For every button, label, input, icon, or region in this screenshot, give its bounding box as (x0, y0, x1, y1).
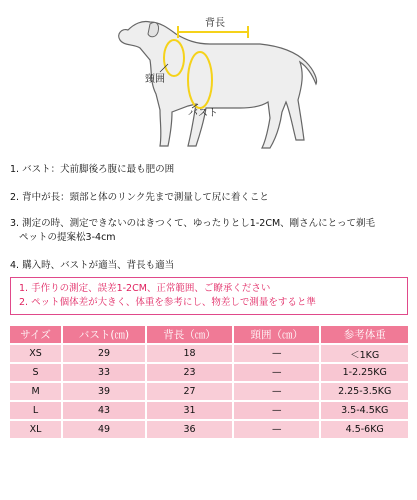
cell-weight: 4.5-6KG (321, 421, 408, 438)
table-row (10, 383, 408, 400)
cell-neck: — (234, 345, 319, 362)
cell-bust: 29 (63, 345, 145, 362)
cell-size: M (10, 383, 61, 400)
cell-neck: — (234, 383, 319, 400)
cell-size: XL (10, 421, 61, 438)
size-table (8, 324, 410, 440)
header-bust: バスト(㎝) (63, 326, 145, 343)
header-weight: 参考体重 (321, 326, 408, 343)
cell-bust: 43 (63, 402, 145, 419)
cell-bust: 49 (63, 421, 145, 438)
header-back-length: 背長（㎝） (147, 326, 232, 343)
note-1: 1. バスト：犬前脚後ろ腹に最も肥の囲 (10, 164, 175, 175)
cell-neck: — (234, 421, 319, 438)
cell-size: L (10, 402, 61, 419)
note-2: 2. 背中が長：頸部と体のリンク先まで測量して尻に着くこと (10, 192, 269, 203)
back-length-label: 背長 (205, 18, 225, 29)
table-row (10, 402, 408, 419)
cell-neck: — (234, 402, 319, 419)
cell-back-length: 23 (147, 364, 232, 381)
note-4: 4. 購入時、バストが適当、背長も適当 (10, 260, 175, 271)
warning-box (10, 277, 408, 315)
size-table-header (10, 326, 408, 343)
cell-size: XS (10, 345, 61, 362)
note-3: 3. 測定の時、測定できないのはきつくて、ゆったりとし1-2CM、剛さんにとって剃毛 (10, 218, 375, 229)
header-size: サイズ (10, 326, 61, 343)
cell-weight: 1-2.25KG (321, 364, 408, 381)
table-row (10, 421, 408, 438)
cell-bust: 39 (63, 383, 145, 400)
cell-back-length: 27 (147, 383, 232, 400)
table-row (10, 364, 408, 381)
warning-2: 2. ペット個体差が大きく、体重を参考にし、物差しで測量をすると準 (19, 297, 316, 308)
cell-bust: 33 (63, 364, 145, 381)
warning-1: 1. 手作りの測定、誤差1-2CM、正常範囲、ご瞭承ください (19, 283, 271, 294)
cell-size: S (10, 364, 61, 381)
cell-weight: 2.25-3.5KG (321, 383, 408, 400)
dog-measurement-diagram (0, 0, 417, 155)
cell-back-length: 18 (147, 345, 232, 362)
note-3-continued: ペットの提案松3-4cm (10, 232, 116, 243)
neck-label: 頸囲 (145, 74, 165, 85)
cell-weight: ＜1KG (321, 345, 408, 362)
table-row (10, 345, 408, 362)
cell-back-length: 36 (147, 421, 232, 438)
cell-back-length: 31 (147, 402, 232, 419)
bust-label: バスト (188, 108, 218, 119)
cell-neck: — (234, 364, 319, 381)
cell-weight: 3.5-4.5KG (321, 402, 408, 419)
header-neck: 頸囲（㎝） (234, 326, 319, 343)
